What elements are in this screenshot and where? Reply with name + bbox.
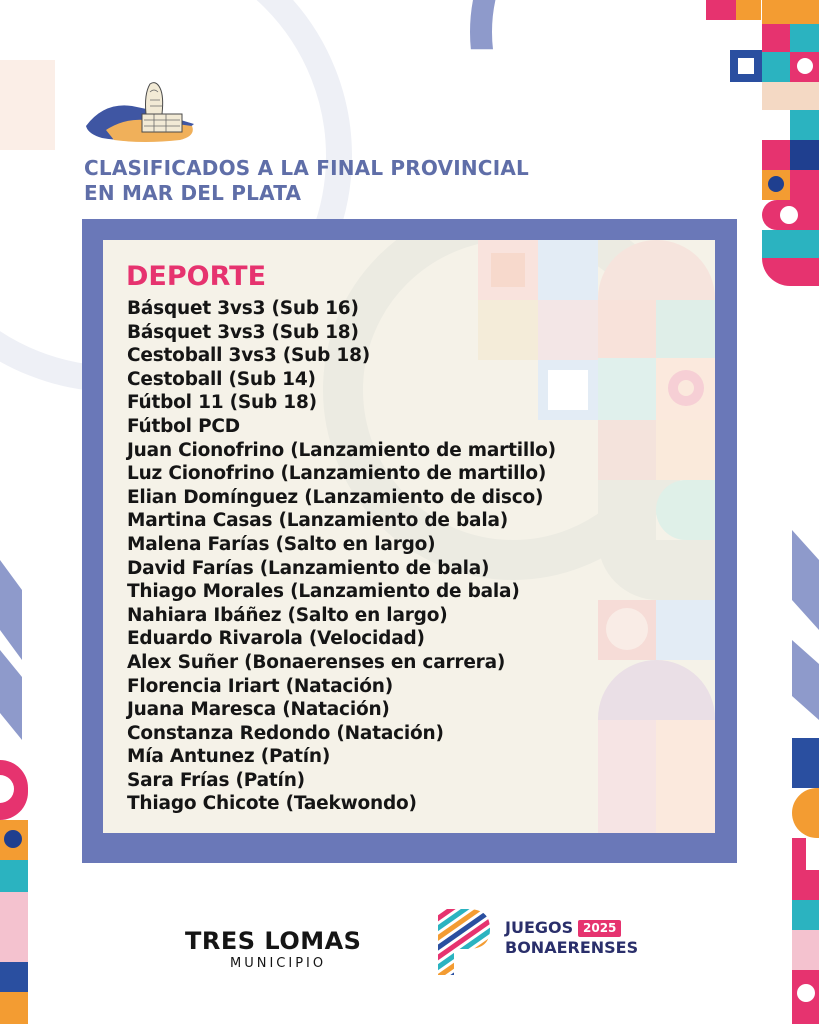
list-item: Nahiara Ibáñez (Salto en largo) — [127, 604, 448, 626]
list-item: Mía Antunez (Patín) — [127, 746, 331, 768]
list-item: Cestoball 3vs3 (Sub 18) — [127, 345, 371, 367]
list-item: Florencia Iriart (Natación) — [127, 675, 393, 697]
list-item: Luz Cionofrino (Lanzamiento de martillo) — [127, 463, 547, 485]
list-item: Básquet 3vs3 (Sub 16) — [127, 298, 359, 319]
list-item: Thiago Morales (Lanzamiento de bala) — [127, 581, 520, 603]
section-heading: DEPORTE — [126, 261, 267, 292]
list-item: Martina Casas (Lanzamiento de bala) — [127, 510, 509, 532]
list-item: Básquet 3vs3 (Sub 18) — [127, 321, 359, 343]
games-logo-line-1: JUEGOS — [505, 918, 574, 937]
striped-p-logo-icon — [434, 905, 494, 977]
landmark-rock-icon — [84, 80, 202, 148]
games-logo-line-2: BONAERENSES — [505, 938, 639, 957]
list-item: Alex Suñer (Bonaerenses en carrera) — [127, 651, 506, 673]
qualifier-list — [127, 297, 556, 816]
list-item: Eduardo Rivarola (Velocidad) — [127, 628, 425, 650]
list-item: Juan Cionofrino (Lanzamiento de martillo) — [127, 439, 556, 461]
list-item: Juana Maresca (Natación) — [127, 699, 390, 721]
list-item: Thiago Chicote (Taekwondo) — [127, 793, 417, 815]
page-title-line-1: CLASIFICADOS A LA FINAL PROVINCIAL — [84, 156, 529, 180]
games-year-badge: 2025 — [578, 920, 621, 937]
list-item: Constanza Redondo (Natación) — [127, 722, 444, 744]
municipality-subtitle: MUNICIPIO — [230, 956, 327, 971]
list-item: Malena Farías (Salto en largo) — [127, 533, 436, 555]
page-title — [84, 156, 529, 206]
list-item: Fútbol 11 (Sub 18) — [127, 392, 317, 414]
page-title-line-2: EN MAR DEL PLATA — [84, 181, 302, 205]
list-item: Sara Frías (Patín) — [127, 769, 305, 791]
list-item: Fútbol PCD — [127, 415, 240, 437]
municipality-logo-text: TRES LOMAS — [185, 927, 362, 955]
list-item: Elian Domínguez (Lanzamiento de disco) — [127, 486, 544, 508]
list-item: David Farías (Lanzamiento de bala) — [127, 557, 490, 579]
list-item: Cestoball (Sub 14) — [127, 368, 316, 390]
